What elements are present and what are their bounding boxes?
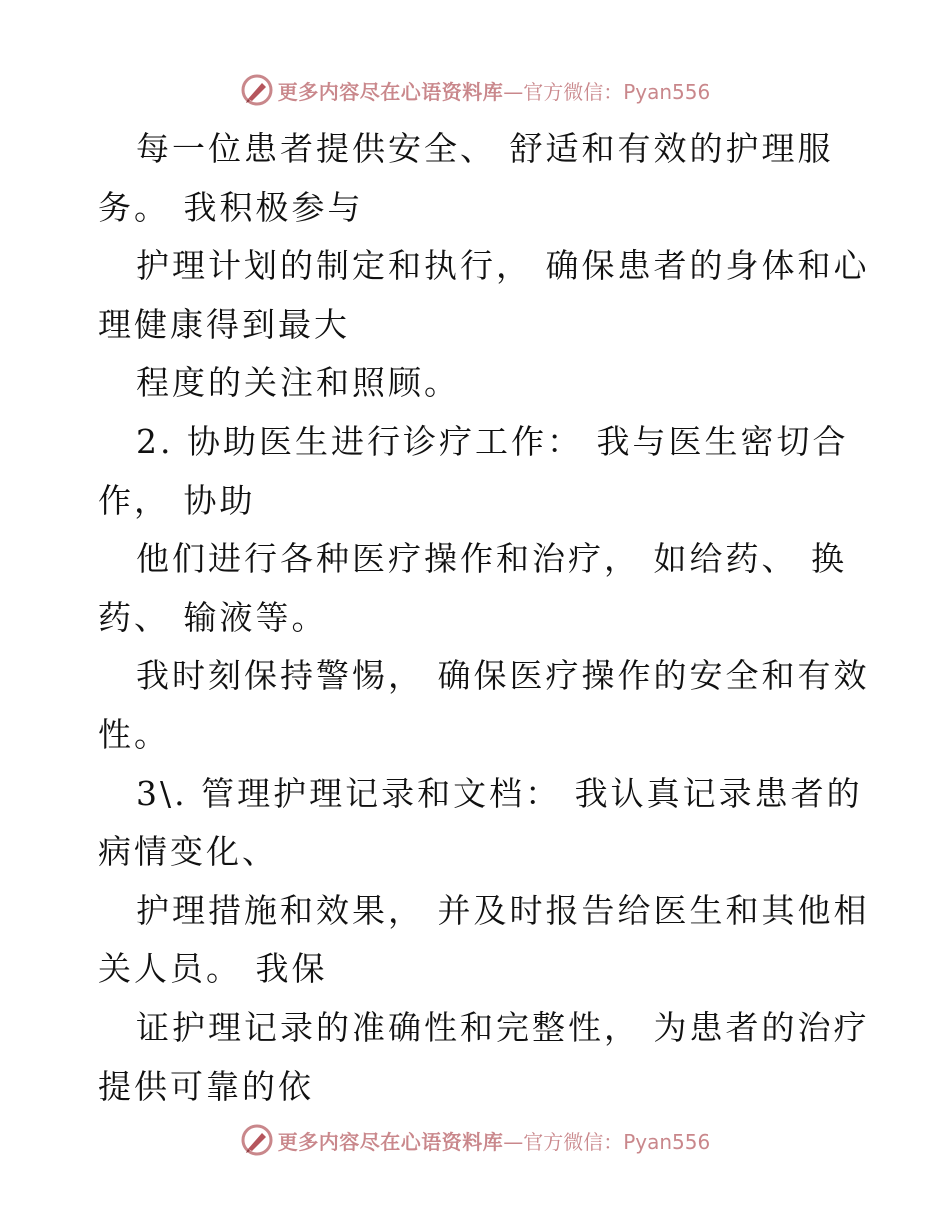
text-line: 关人员。 我保 [98, 949, 328, 989]
text-line: 证护理记录的准确性和完整性， 为患者的治疗 [136, 1007, 870, 1047]
text-line: 护理措施和效果， 并及时报告给医生和其他相 [136, 890, 870, 930]
text-line: 他们进行各种医疗操作和治疗， 如给药、 换 [136, 539, 847, 579]
text-line: 我时刻保持警惕， 确保医疗操作的安全和有效 [136, 656, 870, 696]
watermark-sub-text: —官方微信：Pyan556 [503, 1129, 711, 1154]
text-line: 2. 协助医生进行诊疗工作： 我与医生密切合 [136, 421, 849, 461]
document-body [98, 120, 870, 1116]
text-line: 药、 输液等。 [98, 597, 328, 637]
text-line: 性。 [98, 714, 170, 754]
watermark-main-text: 更多内容尽在心语资料库 [277, 79, 504, 104]
text-line: 病情变化、 [98, 832, 278, 872]
text-line: 作， 协助 [98, 480, 256, 520]
watermark-main-text: 更多内容尽在心语资料库 [277, 1129, 504, 1154]
watermark-sub-text: —官方微信：Pyan556 [503, 79, 711, 104]
text-line: 3\. 管理护理记录和文档： 我认真记录患者的 [136, 773, 863, 813]
text-line: 理健康得到最大 [98, 304, 350, 344]
text-line: 每一位患者提供安全、 舒适和有效的护理服 [136, 129, 834, 168]
header-watermark [0, 70, 950, 110]
pen-logo-icon [240, 1123, 274, 1157]
text-line: 提供可靠的依 [98, 1066, 314, 1106]
text-line: 程度的关注和照顾。 [136, 363, 460, 403]
text-line: 务。 我积极参与 [98, 187, 364, 227]
footer-watermark [0, 1120, 950, 1160]
text-line: 护理计划的制定和执行， 确保患者的身体和心 [136, 246, 870, 286]
pen-logo-icon [240, 73, 274, 107]
